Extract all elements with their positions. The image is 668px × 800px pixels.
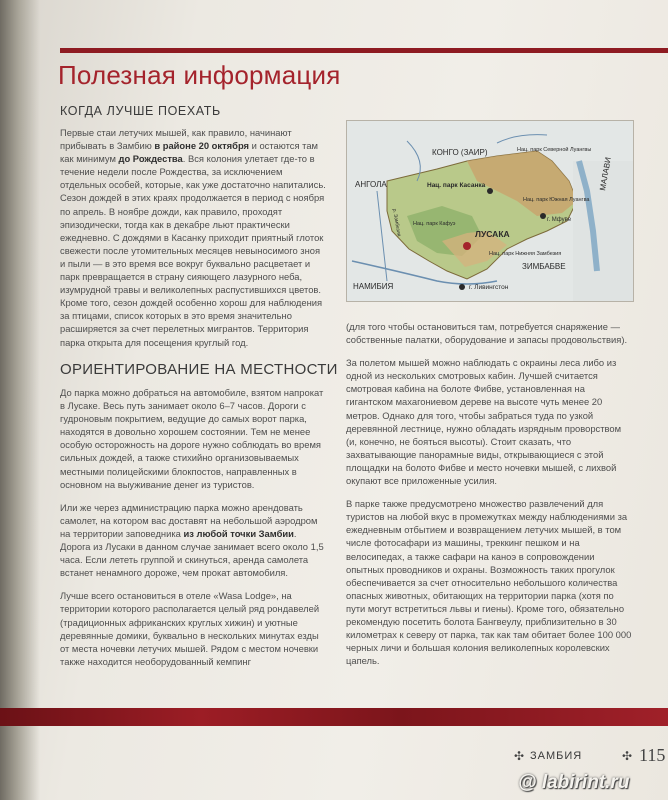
map-label-congo: КОНГО (ЗАИР) [432, 148, 488, 157]
page-number: 115 [639, 745, 666, 765]
page-title: Полезная информация [58, 60, 341, 90]
zambia-map [346, 120, 634, 302]
watermark-logo-icon: @ [518, 772, 537, 793]
right-paragraph-3: В парке также предусмотрено множество развлечений для туристов на любой вкус в промежутках между наблюдениями за ежедневным отбытием и возвращением летучих мышей, в том числе фотосафари из машины, треккинг пешком и на велосипедах, а также сафари на каноэ в сопровождении опытных проводников и охраны. Возможность таких прогулок обеспечивается за счет относительно небольшого количества опасных животных, обитающих на территории парка (хотя по пути могут встретиться львы и гиены). Кроме того, обязательно рекомендую посетить болота Бангвеулу, приблизительно в 30 километрах к северу от парка, так как там обитает более 100 000 черных личи и большая колония великолепных королевских цапель. [346, 498, 632, 667]
map-label-zambezi-river: р. Замбезия [391, 208, 402, 237]
right-paragraph-1: (для того чтобы остановиться там, потребуется снаряжение — собственные палатки, оборудование и запасы продовольствия). [346, 321, 628, 346]
when-to-go-text [60, 126, 326, 359]
map-label-livingstone: г. Ливингстон [469, 284, 509, 291]
orientation-paragraph-2: Или же через администрацию парка можно арендовать самолет, на котором вас доставят на небольшой аэродром на территории заповедника из любой точки Замбии. Дорога из Лусаки в данном случае занимает всего около 1,5 часа. Если лететь группой и скинуться, аренда самолета встанет ненамного дороже, чем прокат автомобиля. [60, 501, 324, 579]
map-label-south-luangwa: Нац. парк Южная Луангва [523, 197, 590, 203]
footer-section-label: ЗАМБИЯ [530, 750, 583, 762]
kasanka-marker [487, 188, 493, 194]
map-label-north-luangwa: Нац. парк Северной Луангвы [517, 147, 592, 153]
right-column-text [346, 320, 632, 677]
lusaka-marker [463, 242, 471, 250]
livingstone-marker [459, 284, 465, 290]
map-label-angola: АНГОЛА [355, 180, 387, 189]
map-graphic [347, 121, 633, 301]
map-label-kafue: Нац. парк Кафуэ [413, 221, 456, 227]
watermark: @ labirint.ru [518, 772, 630, 793]
section-heading-orientation: ОРИЕНТИРОВАНИЕ НА МЕСТНОСТИ [60, 361, 338, 378]
footer-ornament-left-icon: ✣ [514, 749, 525, 763]
when-to-go-paragraph: Первые стаи летучих мышей, как правило, начинают прибывать в Замбию в районе 20 октября и остаются там как минимум до Рождества. Вся колония улетает где-то в течение недели после Рождества, за исключением отдельных особей, которые, как уже достаточно напитались. Сезон дождей в этих краях продолжается в период с ноября по апрель. В ноябре дожди, как правило, проходят эпизодически, тогда как в декабре льют практически ежедневно. С дождями в Касанку приходит приятный глоток свежести после утомительных месяцев невыносимого зноя и пыли — в это время все вокруг буквально расцветает и парк превращается в страну сияющего лазурного неба, изумрудной травы и великолепных распустившихся цветов. Кроме того, сезон дождей особенно хорош для наблюдения за птицами, список которых в это время значительно расширяется за счет перелетных мигрантов. Территория парка открыта для посещения круглый год. [60, 127, 326, 348]
map-label-lower-zambezi: Нац. парк Нижняя Замбезия [489, 251, 562, 257]
map-label-namibia: НАМИБИЯ [353, 282, 394, 291]
orientation-paragraph-1: До парка можно добраться на автомобиле, взятом напрокат в Лусаке. Весь путь занимает около 6–7 часов. Дороги с гудроновым покрытием, ведущие до самых ворот парка, находятся в довольно хорошем состоянии. Тем не менее особую осторожность на дороге нужно соблюдать во время сильных дождей, а также стихийно организовываемых местными полицейскими блокпостов, направленных в основном на выуживание денег из туристов. [60, 387, 324, 490]
right-paragraph-2: За полетом мышей можно наблюдать с окраины леса либо из одной из нескольких смотровых кабин. Лучшей считается смотровая кабина на болоте Фибве, установленная на гигантском махагониевом дереве на высоте чуть менее 20 метров. Однако для того, чтобы забраться туда по узкой деревянной лестнице, нужно обладать изрядным проворством (и, конечно, не бояться высоты). Стоит сказать, что захватывающие панорамные виды, открывающиеся с этой площадки на болото Фибве и место ночевки мышей, с лихвой окупают все приложенные усилия. [346, 357, 622, 487]
orientation-text [60, 386, 326, 678]
section-heading-when-to-go: КОГДА ЛУЧШЕ ПОЕХАТЬ [60, 104, 221, 118]
map-label-lusaka: ЛУСАКА [475, 229, 510, 239]
bottom-accent-band [0, 708, 668, 726]
mfuwe-marker [540, 213, 546, 219]
map-label-mfuwe: г. Мфуве [547, 217, 572, 223]
map-label-kasanka: Нац. парк Касанка [427, 182, 486, 189]
footer-ornament-right-icon: ✣ [622, 749, 633, 763]
orientation-paragraph-3: Лучше всего остановиться в отеле «Wasa Lodge», на территории которого располагается целый ряд рондавелей (традиционных африканских круглых хижин) и уютные деревянные домики, буквально в нескольких минутах езды от места ночевки летучих мышей. Рядом с местом ночевки также находится необорудованный кемпинг [60, 590, 320, 667]
page-gutter-shadow [0, 0, 40, 800]
map-label-malawi: МАЛАВИ [598, 156, 613, 192]
map-label-zimbabwe: ЗИМБАБВЕ [522, 262, 566, 271]
top-accent-bar [60, 48, 668, 53]
